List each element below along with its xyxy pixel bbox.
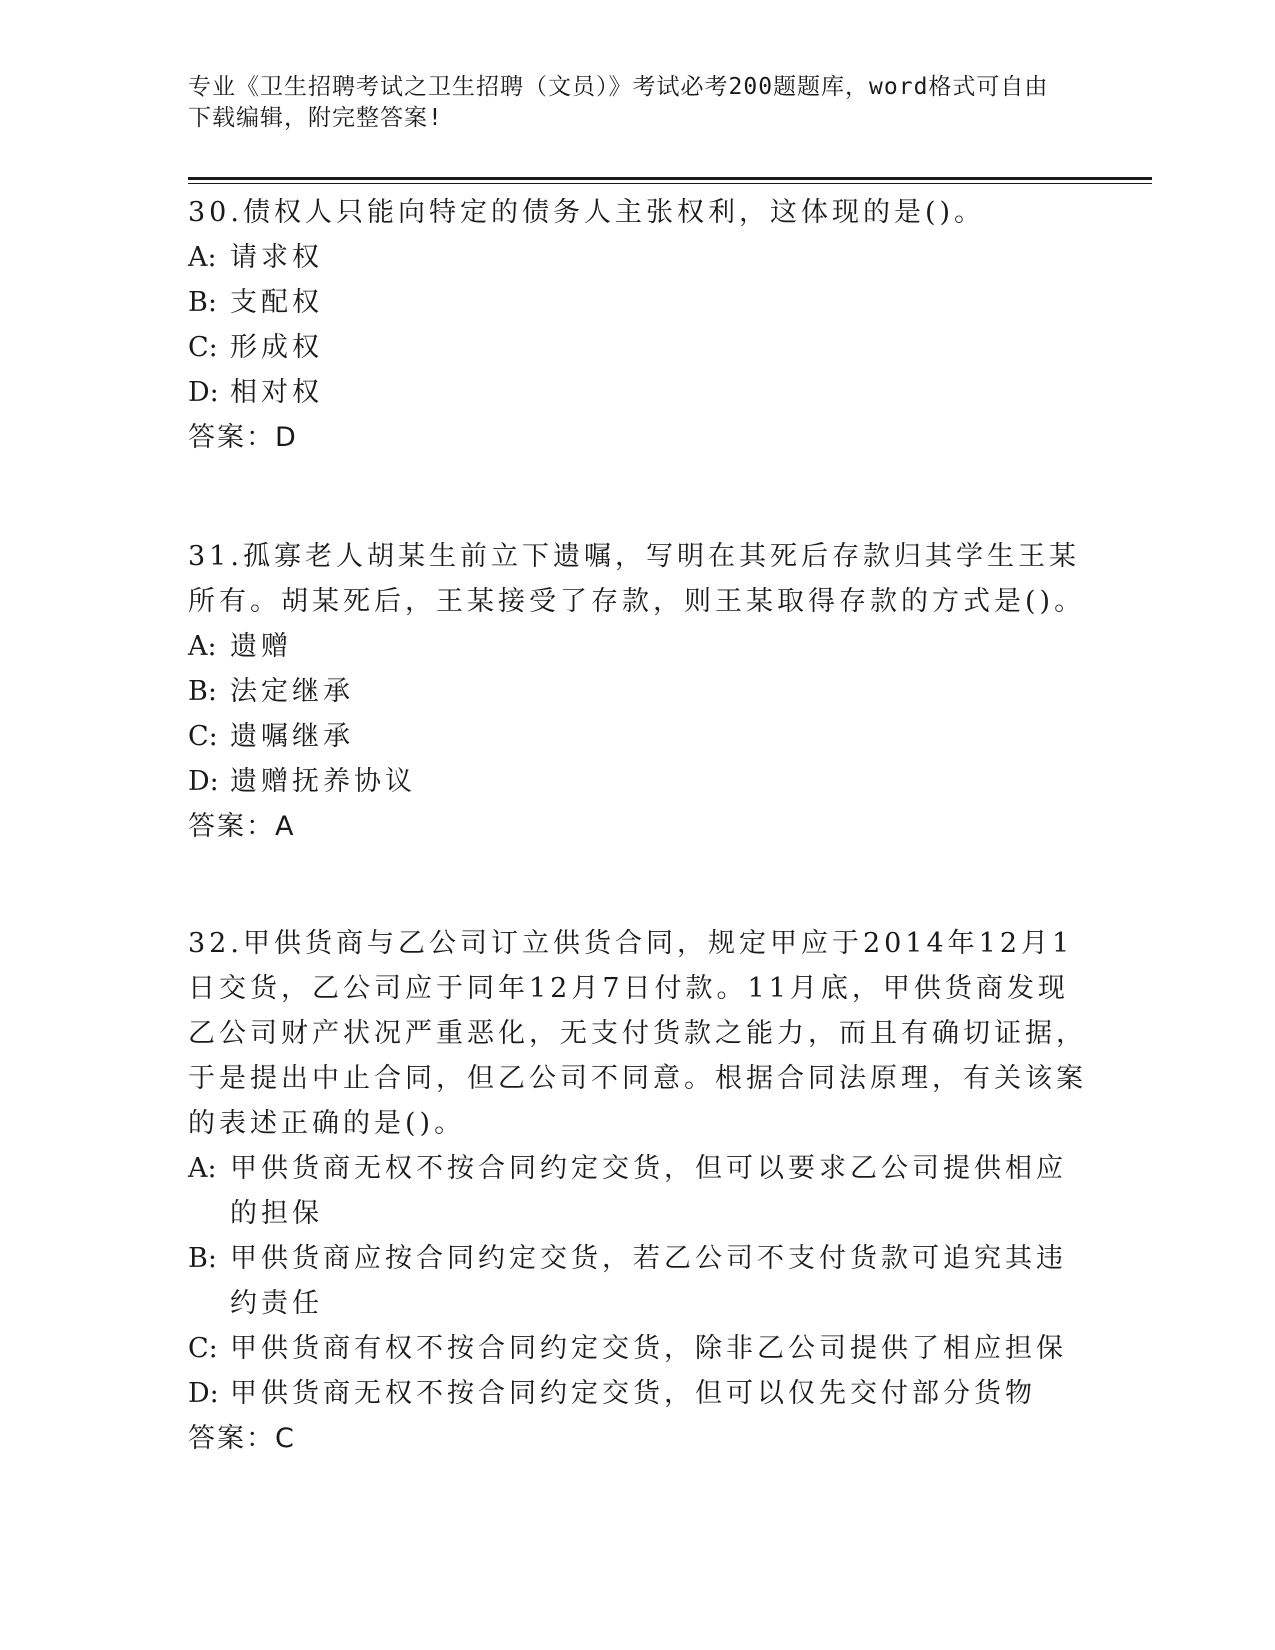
header-divider-thin xyxy=(188,183,1152,184)
option-letter: C: xyxy=(188,721,218,752)
option-text: 请求权 xyxy=(230,242,323,273)
answer-line: 答案：A xyxy=(188,811,296,842)
option-letter: D: xyxy=(188,1378,219,1409)
option-text: 遗赠抚养协议 xyxy=(230,766,416,797)
option-b xyxy=(188,280,1088,325)
option-c xyxy=(188,1326,1088,1371)
option-b xyxy=(188,1236,1088,1326)
header-text: 专业《卫生招聘考试之卫生招聘（文员）》考试必考200题题库，word格式可自由下载编辑，附完整答案! xyxy=(188,74,1049,131)
option-letter: C: xyxy=(188,1333,218,1364)
option-letter: C: xyxy=(188,332,218,363)
option-d xyxy=(188,1371,1088,1416)
question-stem: 甲供货商与乙公司订立供货合同，规定甲应于2014年12月1日交货，乙公司应于同年12月7日付款。11月底，甲供货商发现乙公司财产状况严重恶化，无支付货款之能力，而且有确切证据，于是提出中止合同，但乙公司不同意。根据合同法原理，有关该案的表述正确的是()。 xyxy=(188,928,1087,1139)
option-letter: B: xyxy=(188,676,217,707)
answer-line: 答案：D xyxy=(188,422,298,453)
question-text xyxy=(188,532,1088,624)
option-letter: A: xyxy=(188,631,217,662)
question-number: 30. xyxy=(188,197,243,228)
question-32 xyxy=(188,919,1088,1461)
spacer xyxy=(188,849,1088,919)
option-letter: A: xyxy=(188,1153,217,1184)
header-divider-thick xyxy=(188,177,1152,180)
option-text: 相对权 xyxy=(230,377,323,408)
option-text: 支配权 xyxy=(230,287,323,318)
option-letter: D: xyxy=(188,377,219,408)
option-text: 甲供货商无权不按合同约定交货，但可以仅先交付部分货物 xyxy=(230,1378,1036,1409)
document-header xyxy=(188,72,1068,134)
option-text: 甲供货商应按合同约定交货，若乙公司不支付货款可追究其违约责任 xyxy=(230,1243,1067,1319)
question-number: 31. xyxy=(188,541,243,572)
option-letter: B: xyxy=(188,287,217,318)
option-a xyxy=(188,1146,1088,1236)
question-30 xyxy=(188,188,1088,460)
question-text xyxy=(188,919,1088,1146)
option-b xyxy=(188,669,1088,714)
option-letter: B: xyxy=(188,1243,217,1274)
question-31 xyxy=(188,532,1088,849)
question-number: 32. xyxy=(188,928,243,959)
option-a xyxy=(188,235,1088,280)
option-text: 法定继承 xyxy=(230,676,354,707)
option-text: 形成权 xyxy=(230,332,323,363)
spacer xyxy=(188,460,1088,532)
option-letter: A: xyxy=(188,242,217,273)
option-text: 遗赠 xyxy=(230,631,292,662)
option-text: 甲供货商无权不按合同约定交货，但可以要求乙公司提供相应的担保 xyxy=(230,1153,1067,1229)
question-list xyxy=(188,188,1088,1461)
question-stem: 孤寡老人胡某生前立下遗嘱，写明在其死后存款归其学生王某所有。胡某死后，王某接受了存款，则王某取得存款的方式是()。 xyxy=(188,541,1086,617)
option-letter: D: xyxy=(188,766,219,797)
answer-line: 答案：C xyxy=(188,1423,296,1454)
question-stem: 债权人只能向特定的债务人主张权利，这体现的是()。 xyxy=(242,197,986,228)
option-d xyxy=(188,370,1088,415)
option-c xyxy=(188,325,1088,370)
question-text xyxy=(188,188,1088,235)
option-d xyxy=(188,759,1088,804)
option-c xyxy=(188,714,1088,759)
option-a xyxy=(188,624,1088,669)
option-text: 遗嘱继承 xyxy=(230,721,354,752)
option-text: 甲供货商有权不按合同约定交货，除非乙公司提供了相应担保 xyxy=(230,1333,1067,1364)
